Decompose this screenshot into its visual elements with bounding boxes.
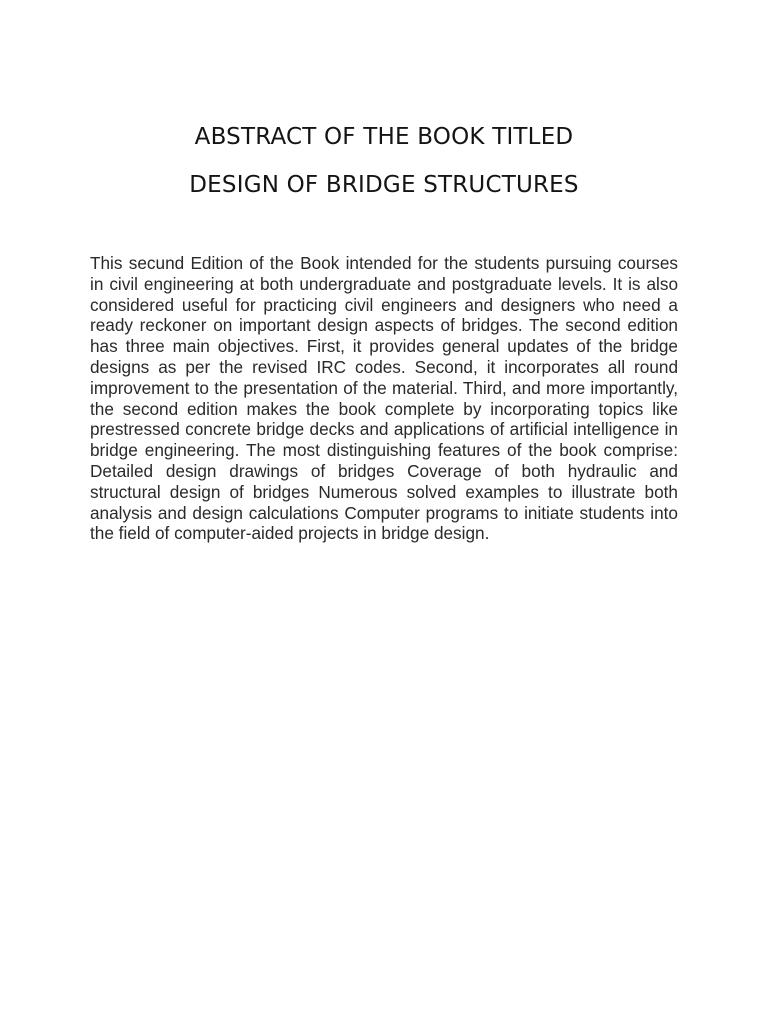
abstract-paragraph: This secund Edition of the Book intended for the students pursuing courses in civil engineering at both undergraduate and postgraduate levels. It is also considered useful for practicing civil engineers and designers who need a ready reckoner on important design aspects of bridges. The second edition has three main objectives. First, it provides general updates of the bridge designs as per the revised IRC codes. Second, it incorporates all round improvement to the presentation of the material. Third, and more importantly, the second edition makes the book complete by incorporating topics like prestressed concrete bridge decks and applications of artificial intelligence in bridge engineering. The most distinguishing features of the book comprise: Detailed design drawings of bridges Coverage of both hydraulic and structural design of bridges Numerous solved examples to illustrate both analysis and design calculations Computer programs to initiate students into the field of computer-aided projects in bridge design. <box>90 253 678 544</box>
document-title <box>0 124 768 198</box>
title-line-2: DESIGN OF BRIDGE STRUCTURES <box>189 172 579 198</box>
title-line-1: ABSTRACT OF THE BOOK TITLED <box>194 124 574 150</box>
